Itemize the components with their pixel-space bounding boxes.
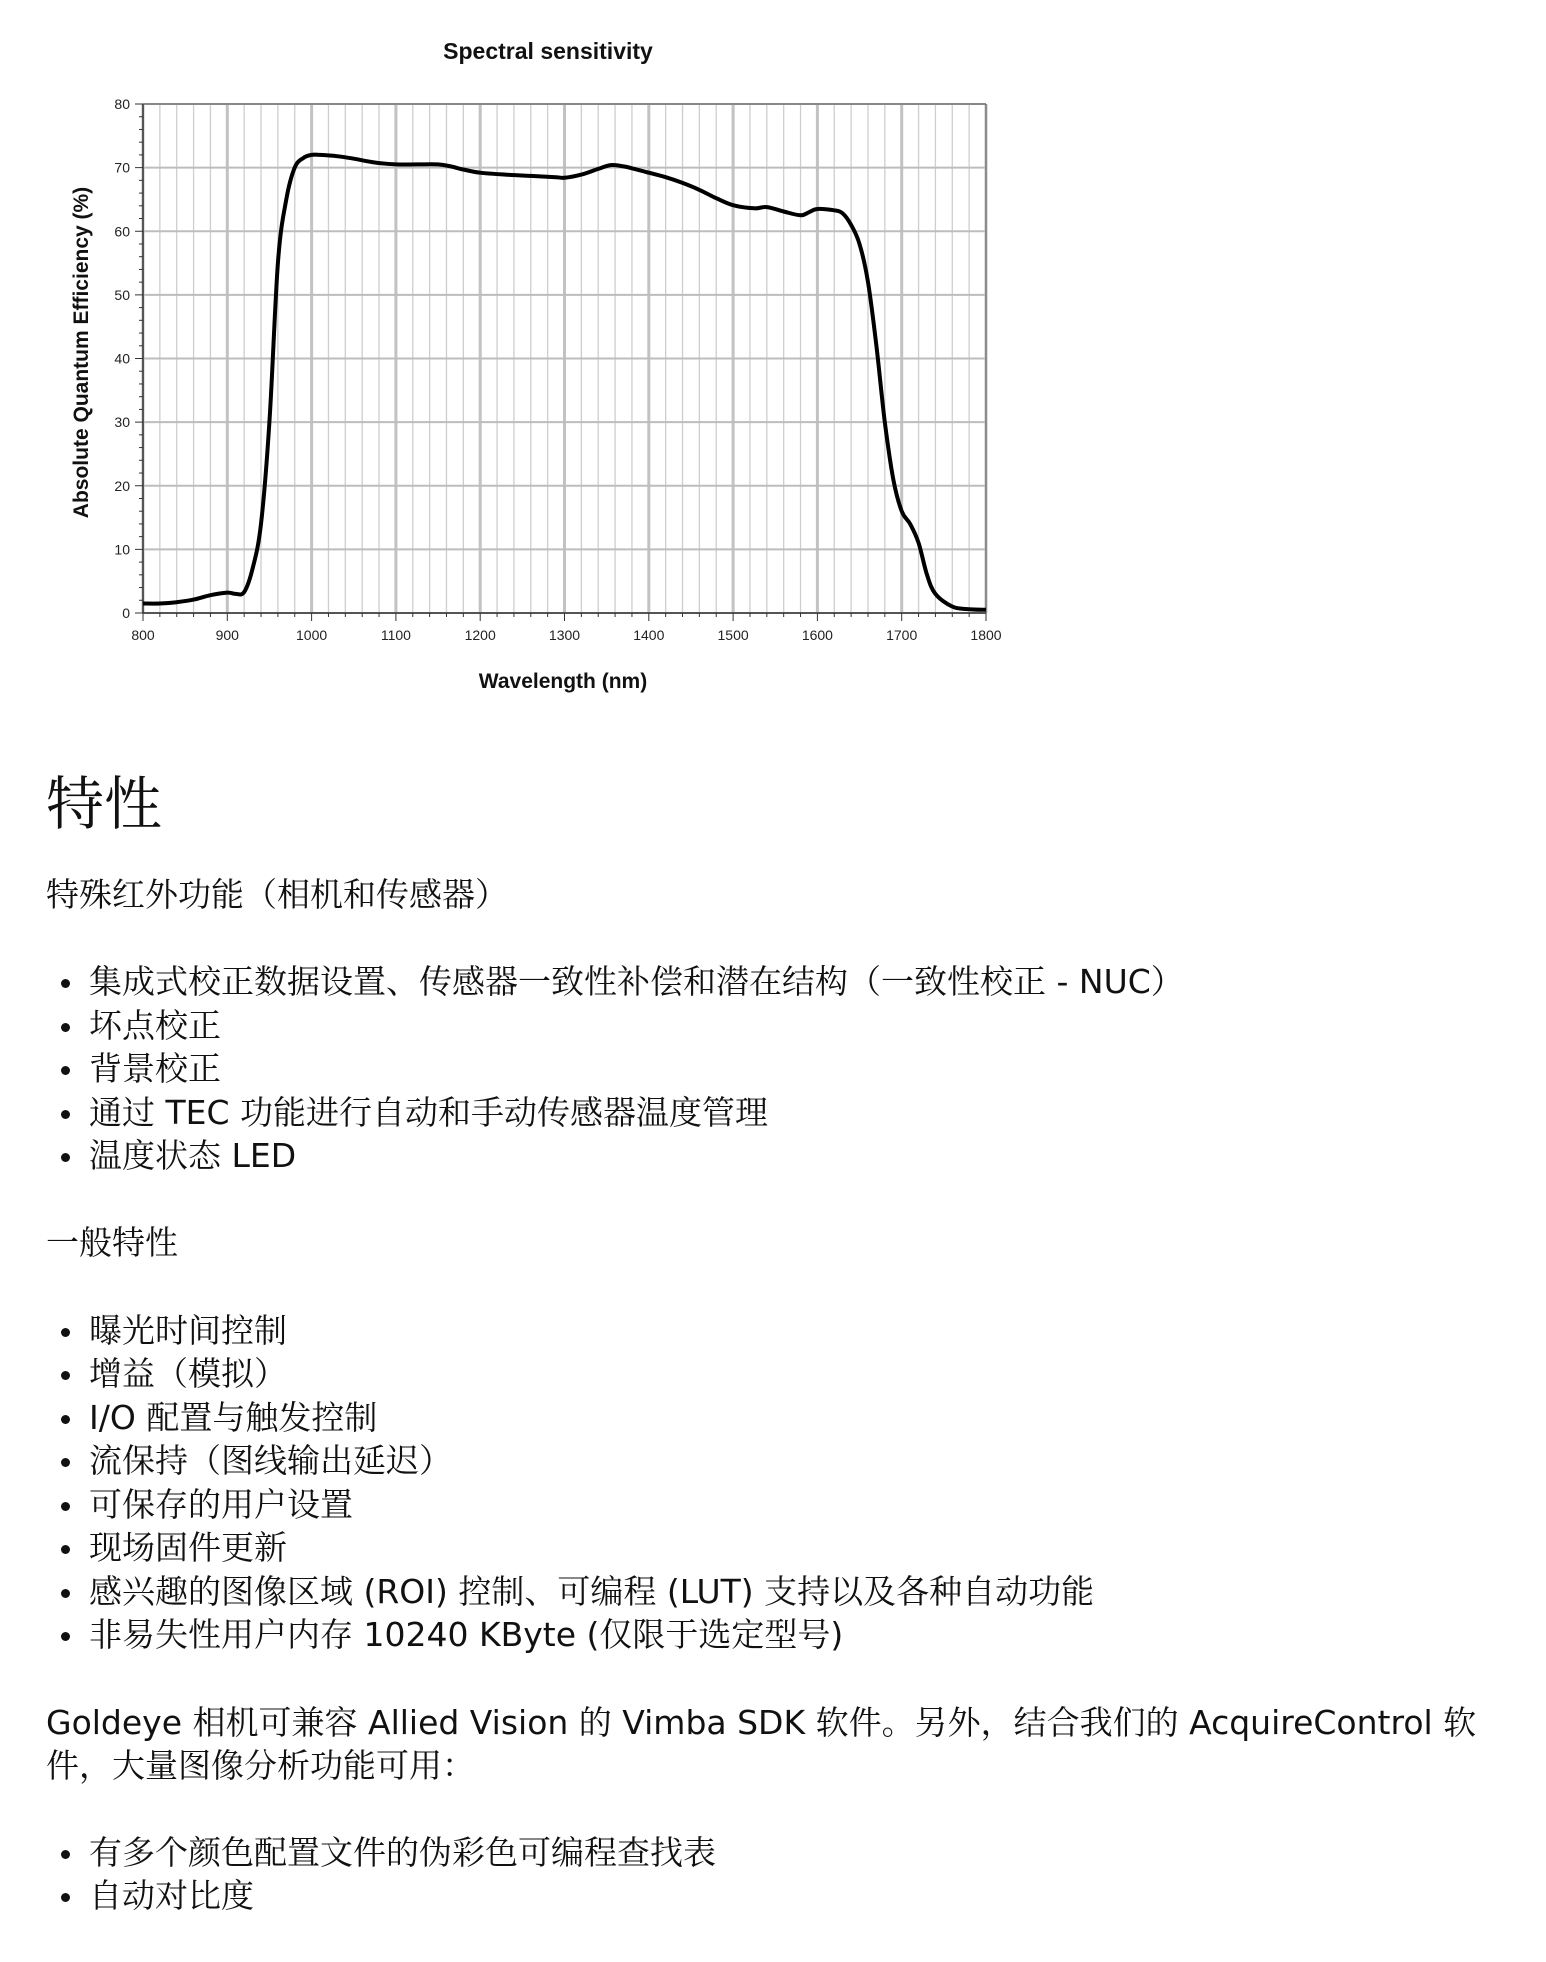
- list-item: 通过 TEC 功能进行自动和手动传感器温度管理: [89, 1091, 1516, 1135]
- list-item: 背景校正: [89, 1047, 1516, 1091]
- features-section: [46, 770, 1516, 1962]
- x-tick-label: 1500: [717, 627, 749, 643]
- x-tick-label: 1800: [970, 627, 1002, 643]
- y-tick-label: 60: [114, 223, 130, 240]
- list-item: 温度状态 LED: [89, 1134, 1516, 1178]
- y-tick-label: 70: [114, 159, 130, 176]
- y-tick-label: 50: [114, 286, 130, 303]
- list-item: 增益（模拟）: [89, 1352, 1516, 1396]
- x-tick-label: 800: [131, 627, 155, 643]
- y-tick-label: 30: [114, 414, 130, 431]
- x-tick-label: 1600: [801, 627, 833, 643]
- x-tick-label: 1100: [380, 627, 411, 643]
- list-item: I/O 配置与触发控制: [89, 1396, 1516, 1440]
- chart-svg: [0, 0, 1060, 720]
- group1-heading: 特殊红外功能（相机和传感器）: [46, 874, 508, 914]
- x-axis-label: Wavelength (nm): [478, 670, 648, 693]
- x-tick-label: 900: [215, 627, 239, 643]
- section-title: 特性: [46, 770, 163, 838]
- list-item: 可保存的用户设置: [89, 1483, 1516, 1527]
- x-tick-label: 1700: [886, 627, 918, 643]
- list-item: 自动对比度: [89, 1874, 1516, 1918]
- y-tick-label: 20: [114, 477, 130, 494]
- group1-list: [46, 960, 1516, 1178]
- x-tick-label: 1300: [548, 627, 581, 643]
- sdk-paragraph: Goldeye 相机可兼容 Allied Vision 的 Vimba SDK 软件。另外，结合我们的 AcquireControl 软件，大量图像分析功能可用：: [46, 1702, 1477, 1785]
- list-item: 流保持（图线输出延迟）: [89, 1439, 1516, 1483]
- y-axis-label: Absolute Quantum Efficiency (%): [70, 186, 93, 519]
- group3-list: [46, 1831, 1516, 1918]
- list-item: 有多个颜色配置文件的伪彩色可编程查找表: [89, 1831, 1516, 1875]
- y-tick-label: 10: [114, 541, 130, 558]
- y-tick-label: 80: [114, 96, 130, 112]
- chart-title: Spectral sensitivity: [443, 38, 653, 64]
- list-item: 集成式校正数据设置、传感器一致性补偿和潜在结构（一致性校正 - NUC）: [89, 960, 1516, 1004]
- y-tick-label: 0: [122, 605, 130, 621]
- list-item: 非易失性用户内存 10240 KByte (仅限于选定型号): [89, 1613, 1516, 1657]
- group2-list: [46, 1309, 1516, 1657]
- x-tick-label: 1000: [296, 627, 328, 643]
- spectral-sensitivity-chart: [0, 0, 1060, 720]
- list-item: 现场固件更新: [89, 1526, 1516, 1570]
- y-tick-label: 40: [114, 350, 130, 367]
- x-tick-label: 1400: [633, 627, 665, 643]
- list-item: 曝光时间控制: [89, 1309, 1516, 1353]
- list-item: 坏点校正: [89, 1004, 1516, 1048]
- list-item: 感兴趣的图像区域 (ROI) 控制、可编程 (LUT) 支持以及各种自动功能: [89, 1570, 1516, 1614]
- x-tick-label: 1200: [464, 627, 496, 643]
- group2-heading: 一般特性: [46, 1222, 178, 1262]
